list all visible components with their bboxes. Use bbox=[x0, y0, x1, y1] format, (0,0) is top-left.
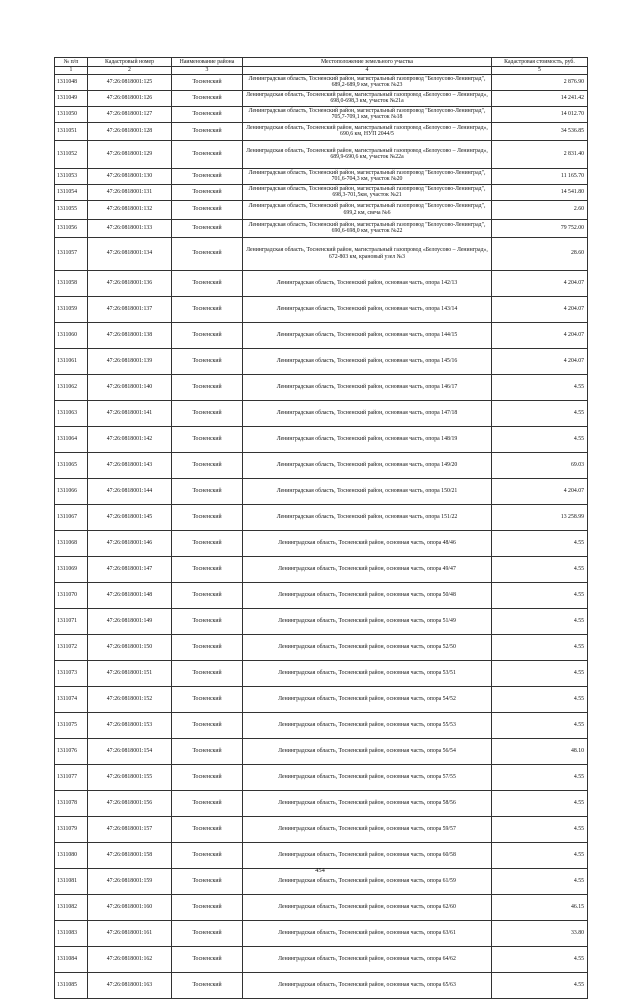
cadastral-number: 47:26:0818001:142 bbox=[88, 426, 172, 452]
location-text: Ленинградская область, Тосненский район, магистральный газопровод «Белоусово – Ленинград», 672-803 км, крановый узел №3 bbox=[243, 237, 492, 270]
row-index: 1311060 bbox=[55, 322, 88, 348]
location-text: Ленинградская область, Тосненский район, основная часть, опора 55/53 bbox=[243, 712, 492, 738]
location-text: Ленинградская область, Тосненский район, основная часть, опора 57/55 bbox=[243, 764, 492, 790]
location-text: Ленинградская область, Тосненский район, основная часть, опора 53/51 bbox=[243, 660, 492, 686]
district-name: Тосненский bbox=[172, 322, 243, 348]
table-row bbox=[55, 74, 588, 90]
row-index: 1311075 bbox=[55, 712, 88, 738]
row-index: 1311064 bbox=[55, 426, 88, 452]
location-text: Ленинградская область, Тосненский район, основная часть, опора 64/62 bbox=[243, 946, 492, 972]
district-name: Тосненский bbox=[172, 478, 243, 504]
table-row bbox=[55, 400, 588, 426]
row-index: 1311073 bbox=[55, 660, 88, 686]
district-name: Тосненский bbox=[172, 946, 243, 972]
district-name: Тосненский bbox=[172, 738, 243, 764]
cadastral-number: 47:26:0818001:126 bbox=[88, 90, 172, 106]
row-index: 1311054 bbox=[55, 184, 88, 200]
cadastral-value: 4 204.07 bbox=[492, 322, 588, 348]
cadastral-number: 47:26:0818001:136 bbox=[88, 270, 172, 296]
cadastral-number: 47:26:0818001:128 bbox=[88, 122, 172, 140]
header-cadastral-value: Кадастровая стоимость, руб. bbox=[492, 58, 588, 67]
location-text: Ленинградская область, Тосненский район, основная часть, опора 151/22 bbox=[243, 504, 492, 530]
table-row bbox=[55, 556, 588, 582]
district-name: Тосненский bbox=[172, 634, 243, 660]
row-index: 1311048 bbox=[55, 74, 88, 90]
district-name: Тосненский bbox=[172, 790, 243, 816]
row-index: 1311052 bbox=[55, 140, 88, 168]
cadastral-value: 4.55 bbox=[492, 764, 588, 790]
row-index: 1311081 bbox=[55, 868, 88, 894]
table-row bbox=[55, 374, 588, 400]
location-text: Ленинградская область, Тосненский район, основная часть, опора 63/61 bbox=[243, 920, 492, 946]
district-name: Тосненский bbox=[172, 426, 243, 452]
cadastral-number: 47:26:0818001:153 bbox=[88, 712, 172, 738]
district-name: Тосненский bbox=[172, 816, 243, 842]
table-row bbox=[55, 712, 588, 738]
cadastral-value: 69.03 bbox=[492, 452, 588, 478]
column-number: 4 bbox=[243, 67, 492, 75]
location-text: Ленинградская область, Тосненский район, основная часть, опора 54/52 bbox=[243, 686, 492, 712]
row-index: 1311080 bbox=[55, 842, 88, 868]
location-text: Ленинградская область, Тосненский район, основная часть, опора 49/47 bbox=[243, 556, 492, 582]
cadastral-value: 33.80 bbox=[492, 920, 588, 946]
header-index: № п/п bbox=[55, 58, 88, 67]
location-text: Ленинградская область, Тосненский район, магистральный газопровод «Белоусово – Ленинград», 698,0-698,3 км, участок №21а bbox=[243, 90, 492, 106]
cadastral-number: 47:26:0818001:130 bbox=[88, 168, 172, 184]
location-text: Ленинградская область, Тосненский район, основная часть, опора 51/49 bbox=[243, 608, 492, 634]
cadastral-value: 28.60 bbox=[492, 237, 588, 270]
location-text: Ленинградская область, Тосненский район, основная часть, опора 146/17 bbox=[243, 374, 492, 400]
row-index: 1311055 bbox=[55, 200, 88, 219]
cadastral-value: 46.15 bbox=[492, 894, 588, 920]
district-name: Тосненский bbox=[172, 842, 243, 868]
cadastral-number: 47:26:0818001:158 bbox=[88, 842, 172, 868]
column-number: 5 bbox=[492, 67, 588, 75]
cadastral-value: 4.55 bbox=[492, 426, 588, 452]
table-row bbox=[55, 478, 588, 504]
row-index: 1311069 bbox=[55, 556, 88, 582]
district-name: Тосненский bbox=[172, 168, 243, 184]
district-name: Тосненский bbox=[172, 504, 243, 530]
district-name: Тосненский bbox=[172, 582, 243, 608]
location-text: Ленинградская область, Тосненский район, магистральный газопровод «Белоусово – Ленинград», 689,9-690,6 км, участок №22а bbox=[243, 140, 492, 168]
cadastral-number: 47:26:0818001:150 bbox=[88, 634, 172, 660]
row-index: 1311050 bbox=[55, 106, 88, 122]
cadastral-number: 47:26:0818001:157 bbox=[88, 816, 172, 842]
row-index: 1311077 bbox=[55, 764, 88, 790]
table-row bbox=[55, 184, 588, 200]
header-district: Наименование района bbox=[172, 58, 243, 67]
row-index: 1311059 bbox=[55, 296, 88, 322]
location-text: Ленинградская область, Тосненский район, основная часть, опора 150/21 bbox=[243, 478, 492, 504]
cadastral-number: 47:26:0818001:131 bbox=[88, 184, 172, 200]
column-number: 2 bbox=[88, 67, 172, 75]
row-index: 1311056 bbox=[55, 219, 88, 237]
table-row bbox=[55, 348, 588, 374]
cadastral-value: 14 541.80 bbox=[492, 184, 588, 200]
district-name: Тосненский bbox=[172, 530, 243, 556]
row-index: 1311082 bbox=[55, 894, 88, 920]
location-text: Ленинградская область, Тосненский район, основная часть, опора 60/58 bbox=[243, 842, 492, 868]
table-row bbox=[55, 946, 588, 972]
district-name: Тосненский bbox=[172, 106, 243, 122]
row-index: 1311070 bbox=[55, 582, 88, 608]
district-name: Тосненский bbox=[172, 184, 243, 200]
cadastral-number: 47:26:0818001:139 bbox=[88, 348, 172, 374]
cadastral-value: 4 204.07 bbox=[492, 348, 588, 374]
cadastral-number: 47:26:0818001:125 bbox=[88, 74, 172, 90]
row-index: 1311065 bbox=[55, 452, 88, 478]
cadastral-number: 47:26:0818001:143 bbox=[88, 452, 172, 478]
cadastral-number: 47:26:0818001:140 bbox=[88, 374, 172, 400]
table-row bbox=[55, 894, 588, 920]
cadastral-value: 4.55 bbox=[492, 582, 588, 608]
location-text: Ленинградская область, Тосненский район, магистральный газопровод "Белоусово-Ленинград", 690,6-698,0 км, участок №22 bbox=[243, 219, 492, 237]
district-name: Тосненский bbox=[172, 894, 243, 920]
row-index: 1311062 bbox=[55, 374, 88, 400]
district-name: Тосненский bbox=[172, 200, 243, 219]
row-index: 1311079 bbox=[55, 816, 88, 842]
cadastral-value: 4.55 bbox=[492, 842, 588, 868]
cadastral-number: 47:26:0818001:134 bbox=[88, 237, 172, 270]
cadastral-number: 47:26:0818001:156 bbox=[88, 790, 172, 816]
row-index: 1311071 bbox=[55, 608, 88, 634]
cadastral-value-table bbox=[54, 57, 588, 999]
location-text: Ленинградская область, Тосненский район, основная часть, опора 52/50 bbox=[243, 634, 492, 660]
district-name: Тосненский bbox=[172, 296, 243, 322]
cadastral-number: 47:26:0818001:154 bbox=[88, 738, 172, 764]
location-text: Ленинградская область, Тосненский район, основная часть, опора 148/19 bbox=[243, 426, 492, 452]
district-name: Тосненский bbox=[172, 452, 243, 478]
cadastral-number: 47:26:0818001:144 bbox=[88, 478, 172, 504]
cadastral-value: 4.55 bbox=[492, 712, 588, 738]
district-name: Тосненский bbox=[172, 140, 243, 168]
district-name: Тосненский bbox=[172, 237, 243, 270]
table-row bbox=[55, 270, 588, 296]
column-number-row bbox=[55, 67, 588, 75]
table-row bbox=[55, 816, 588, 842]
cadastral-number: 47:26:0818001:152 bbox=[88, 686, 172, 712]
district-name: Тосненский bbox=[172, 74, 243, 90]
district-name: Тосненский bbox=[172, 972, 243, 998]
location-text: Ленинградская область, Тосненский район, магистральный газопровод "Белоусово-Ленинград", 698,3-701,5км, участок №21 bbox=[243, 184, 492, 200]
row-index: 1311076 bbox=[55, 738, 88, 764]
cadastral-value: 4.55 bbox=[492, 660, 588, 686]
district-name: Тосненский bbox=[172, 270, 243, 296]
table-row bbox=[55, 790, 588, 816]
table-row bbox=[55, 426, 588, 452]
cadastral-number: 47:26:0818001:147 bbox=[88, 556, 172, 582]
district-name: Тосненский bbox=[172, 556, 243, 582]
cadastral-number: 47:26:0818001:132 bbox=[88, 200, 172, 219]
cadastral-value: 4.55 bbox=[492, 634, 588, 660]
location-text: Ленинградская область, Тосненский район, магистральный газопровод "Белоусово-Ленинград", 705,7-709,1 км, участок №18 bbox=[243, 106, 492, 122]
location-text: Ленинградская область, Тосненский район, магистральный газопровод "Белоусово-Ленинград", 701,6-704,3 км, участок №20 bbox=[243, 168, 492, 184]
cadastral-number: 47:26:0818001:133 bbox=[88, 219, 172, 237]
location-text: Ленинградская область, Тосненский район, магистральный газопровод «Белоусово – Ленинград», 690,6 км, НУП 2044/5 bbox=[243, 122, 492, 140]
row-index: 1311067 bbox=[55, 504, 88, 530]
district-name: Тосненский bbox=[172, 400, 243, 426]
row-index: 1311063 bbox=[55, 400, 88, 426]
table-row bbox=[55, 237, 588, 270]
cadastral-value: 4 204.07 bbox=[492, 270, 588, 296]
row-index: 1311083 bbox=[55, 920, 88, 946]
row-index: 1311061 bbox=[55, 348, 88, 374]
district-name: Тосненский bbox=[172, 608, 243, 634]
table-row bbox=[55, 738, 588, 764]
table-row bbox=[55, 168, 588, 184]
location-text: Ленинградская область, Тосненский район, основная часть, опора 48/46 bbox=[243, 530, 492, 556]
table-row bbox=[55, 530, 588, 556]
table-row bbox=[55, 504, 588, 530]
cadastral-value: 4.55 bbox=[492, 686, 588, 712]
table-row bbox=[55, 296, 588, 322]
cadastral-value: 4.55 bbox=[492, 530, 588, 556]
district-name: Тосненский bbox=[172, 764, 243, 790]
row-index: 1311072 bbox=[55, 634, 88, 660]
column-number: 3 bbox=[172, 67, 243, 75]
cadastral-value: 4.55 bbox=[492, 400, 588, 426]
table-row bbox=[55, 90, 588, 106]
cadastral-value: 2 831.40 bbox=[492, 140, 588, 168]
cadastral-number: 47:26:0818001:148 bbox=[88, 582, 172, 608]
location-text: Ленинградская область, Тосненский район, основная часть, опора 61/59 bbox=[243, 868, 492, 894]
header-row bbox=[55, 58, 588, 67]
district-name: Тосненский bbox=[172, 90, 243, 106]
table-row bbox=[55, 582, 588, 608]
cadastral-number: 47:26:0818001:155 bbox=[88, 764, 172, 790]
cadastral-value: 4.55 bbox=[492, 790, 588, 816]
cadastral-number: 47:26:0818001:162 bbox=[88, 946, 172, 972]
table-row bbox=[55, 920, 588, 946]
district-name: Тосненский bbox=[172, 920, 243, 946]
row-index: 1311085 bbox=[55, 972, 88, 998]
location-text: Ленинградская область, Тосненский район, основная часть, опора 143/14 bbox=[243, 296, 492, 322]
cadastral-value: 13 258.99 bbox=[492, 504, 588, 530]
location-text: Ленинградская область, Тосненский район, основная часть, опора 145/16 bbox=[243, 348, 492, 374]
header-location: Местоположение земельного участка bbox=[243, 58, 492, 67]
header-cadastral-number: Кадастровый номер bbox=[88, 58, 172, 67]
table-row bbox=[55, 140, 588, 168]
cadastral-value: 14 241.42 bbox=[492, 90, 588, 106]
location-text: Ленинградская область, Тосненский район, магистральный газопровод "Белоусово-Ленинград", 689,2-689,9 км, участок №23 bbox=[243, 74, 492, 90]
table-row bbox=[55, 634, 588, 660]
cadastral-value: 4 204.07 bbox=[492, 478, 588, 504]
location-text: Ленинградская область, Тосненский район, основная часть, опора 58/56 bbox=[243, 790, 492, 816]
cadastral-number: 47:26:0818001:145 bbox=[88, 504, 172, 530]
location-text: Ленинградская область, Тосненский район, основная часть, опора 56/54 bbox=[243, 738, 492, 764]
row-index: 1311078 bbox=[55, 790, 88, 816]
cadastral-value: 4.55 bbox=[492, 556, 588, 582]
cadastral-value: 48.10 bbox=[492, 738, 588, 764]
cadastral-number: 47:26:0818001:151 bbox=[88, 660, 172, 686]
location-text: Ленинградская область, Тосненский район, основная часть, опора 149/20 bbox=[243, 452, 492, 478]
district-name: Тосненский bbox=[172, 660, 243, 686]
table-row bbox=[55, 106, 588, 122]
cadastral-number: 47:26:0818001:129 bbox=[88, 140, 172, 168]
cadastral-value: 14 012.70 bbox=[492, 106, 588, 122]
cadastral-number: 47:26:0818001:127 bbox=[88, 106, 172, 122]
table-row bbox=[55, 322, 588, 348]
cadastral-number: 47:26:0818001:159 bbox=[88, 868, 172, 894]
cadastral-value: 4.55 bbox=[492, 816, 588, 842]
table-row bbox=[55, 122, 588, 140]
column-number: 1 bbox=[55, 67, 88, 75]
cadastral-value: 11 165.70 bbox=[492, 168, 588, 184]
cadastral-number: 47:26:0818001:149 bbox=[88, 608, 172, 634]
location-text: Ленинградская область, Тосненский район, основная часть, опора 62/60 bbox=[243, 894, 492, 920]
district-name: Тосненский bbox=[172, 348, 243, 374]
cadastral-number: 47:26:0818001:141 bbox=[88, 400, 172, 426]
cadastral-number: 47:26:0818001:160 bbox=[88, 894, 172, 920]
cadastral-value: 4.55 bbox=[492, 868, 588, 894]
row-index: 1311057 bbox=[55, 237, 88, 270]
cadastral-number: 47:26:0818001:163 bbox=[88, 972, 172, 998]
table-row bbox=[55, 200, 588, 219]
location-text: Ленинградская область, Тосненский район, основная часть, опора 65/63 bbox=[243, 972, 492, 998]
row-index: 1311049 bbox=[55, 90, 88, 106]
location-text: Ленинградская область, Тосненский район, основная часть, опора 142/13 bbox=[243, 270, 492, 296]
row-index: 1311068 bbox=[55, 530, 88, 556]
cadastral-value: 4 204.07 bbox=[492, 296, 588, 322]
cadastral-value: 4.55 bbox=[492, 608, 588, 634]
row-index: 1311074 bbox=[55, 686, 88, 712]
table-body bbox=[55, 74, 588, 998]
table-row bbox=[55, 608, 588, 634]
district-name: Тосненский bbox=[172, 374, 243, 400]
row-index: 1311084 bbox=[55, 946, 88, 972]
cadastral-value: 34 536.85 bbox=[492, 122, 588, 140]
cadastral-number: 47:26:0818001:146 bbox=[88, 530, 172, 556]
row-index: 1311066 bbox=[55, 478, 88, 504]
cadastral-number: 47:26:0818001:138 bbox=[88, 322, 172, 348]
table-row bbox=[55, 972, 588, 998]
district-name: Тосненский bbox=[172, 219, 243, 237]
cadastral-number: 47:26:0818001:161 bbox=[88, 920, 172, 946]
page-number: 454 bbox=[315, 867, 325, 874]
cadastral-value: 4.55 bbox=[492, 972, 588, 998]
location-text: Ленинградская область, Тосненский район, магистральный газопровод "Белоусово-Ленинград", 699,2 км, свеча №6 bbox=[243, 200, 492, 219]
location-text: Ленинградская область, Тосненский район, основная часть, опора 147/18 bbox=[243, 400, 492, 426]
table-row bbox=[55, 842, 588, 868]
table-row bbox=[55, 764, 588, 790]
row-index: 1311051 bbox=[55, 122, 88, 140]
district-name: Тосненский bbox=[172, 712, 243, 738]
cadastral-value: 4.55 bbox=[492, 946, 588, 972]
table-row bbox=[55, 452, 588, 478]
table-row bbox=[55, 686, 588, 712]
row-index: 1311053 bbox=[55, 168, 88, 184]
cadastral-value: 79 752.00 bbox=[492, 219, 588, 237]
table-row bbox=[55, 660, 588, 686]
cadastral-value: 2 876.90 bbox=[492, 74, 588, 90]
cadastral-value: 2.60 bbox=[492, 200, 588, 219]
location-text: Ленинградская область, Тосненский район, основная часть, опора 50/48 bbox=[243, 582, 492, 608]
location-text: Ленинградская область, Тосненский район, основная часть, опора 59/57 bbox=[243, 816, 492, 842]
row-index: 1311058 bbox=[55, 270, 88, 296]
district-name: Тосненский bbox=[172, 122, 243, 140]
cadastral-value: 4.55 bbox=[492, 374, 588, 400]
district-name: Тосненский bbox=[172, 686, 243, 712]
cadastral-number: 47:26:0818001:137 bbox=[88, 296, 172, 322]
district-name: Тосненский bbox=[172, 868, 243, 894]
table-row bbox=[55, 219, 588, 237]
location-text: Ленинградская область, Тосненский район, основная часть, опора 144/15 bbox=[243, 322, 492, 348]
